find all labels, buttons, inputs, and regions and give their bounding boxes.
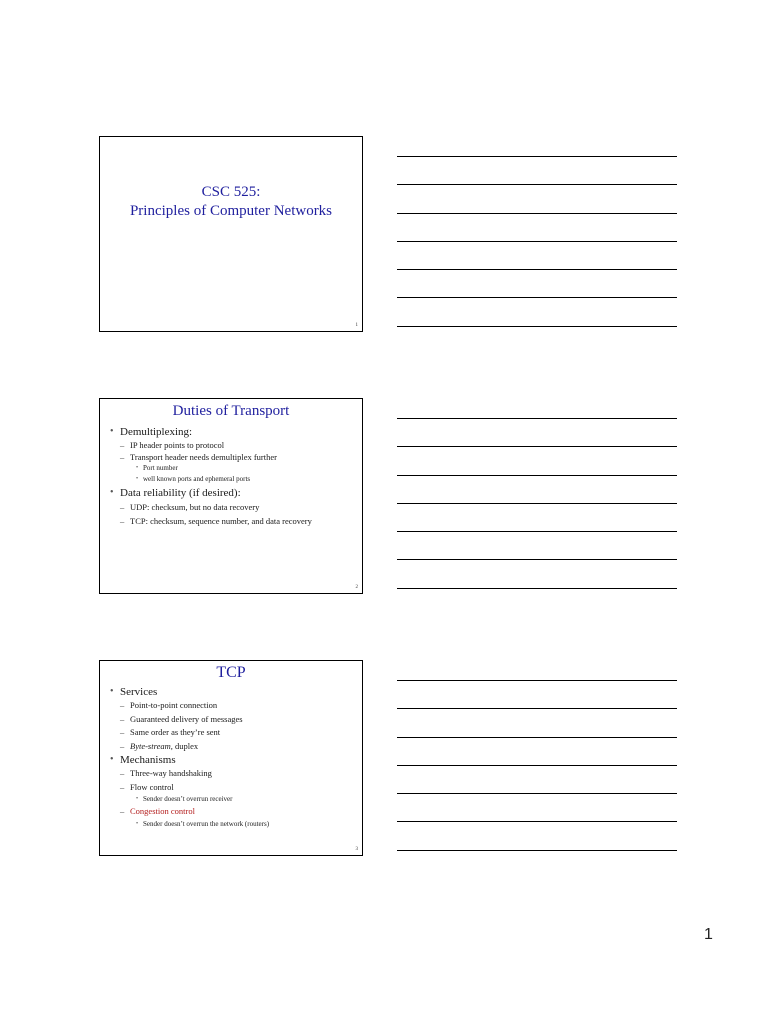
page-number: 1 xyxy=(704,926,713,943)
slide-1-title-line-2: Principles of Computer Networks xyxy=(129,203,333,219)
note-line xyxy=(397,821,677,822)
slide-1 xyxy=(99,136,363,332)
bullet-item: • Demultiplexing: xyxy=(108,425,356,439)
slide-3-number: 3 xyxy=(355,847,358,852)
sub-bullet-item: – Guaranteed delivery of messages xyxy=(108,713,356,727)
sub-bullet-item: – UDP: checksum, but no data recovery xyxy=(108,501,356,513)
slide-2-number: 2 xyxy=(355,585,358,590)
sub-bullet-item: – Same order as they’re sent xyxy=(108,726,356,740)
note-line xyxy=(397,269,677,270)
slide-1-title-line-1: CSC 525: xyxy=(201,184,261,200)
plain-text: , duplex xyxy=(170,740,199,751)
note-line xyxy=(397,213,677,214)
note-line xyxy=(397,326,677,327)
note-line xyxy=(397,156,677,157)
note-line xyxy=(397,184,677,185)
bullet-item: • Services xyxy=(108,685,356,699)
note-line xyxy=(397,765,677,766)
note-line xyxy=(397,850,677,851)
slide-1-number: 1 xyxy=(355,323,358,328)
note-line xyxy=(397,737,677,738)
sub-bullet-item: – TCP: checksum, sequence number, and data recovery xyxy=(108,515,356,528)
slide-3-content xyxy=(100,685,362,830)
slide-3 xyxy=(99,660,363,856)
note-line xyxy=(397,241,677,242)
note-line xyxy=(397,503,677,504)
note-line xyxy=(397,793,677,794)
sub-sub-bullet-item: • Sender doesn’t overrun the network (routers) xyxy=(108,819,356,830)
slide-2-title: Duties of Transport xyxy=(172,403,290,419)
bullet-item: • Data reliability (if desired): xyxy=(108,486,356,500)
sub-bullet-item: – Transport header needs demultiplex further xyxy=(108,451,356,463)
note-line xyxy=(397,680,677,681)
sub-bullet-item: – Point-to-point connection xyxy=(108,699,356,713)
note-line xyxy=(397,531,677,532)
sub-bullet-item: – Flow control xyxy=(108,781,356,795)
note-line xyxy=(397,297,677,298)
sub-sub-bullet-item: • Sender doesn’t overrun receiver xyxy=(108,794,356,805)
bullet-item: • Mechanisms xyxy=(108,753,356,767)
slide-2 xyxy=(99,398,363,594)
slide-2-content xyxy=(100,425,362,528)
sub-bullet-item-highlight: – Congestion control xyxy=(108,805,356,819)
note-line xyxy=(397,418,677,419)
note-line xyxy=(397,475,677,476)
note-line xyxy=(397,708,677,709)
note-line xyxy=(397,446,677,447)
sub-bullet-item: – IP header points to protocol xyxy=(108,439,356,451)
sub-bullet-item xyxy=(108,740,356,754)
sub-sub-bullet-item: • well known ports and ephemeral ports xyxy=(108,474,356,485)
slide-1-title xyxy=(100,183,362,221)
italic-text: Byte-stream xyxy=(130,740,171,751)
sub-bullet-item: – Three-way handshaking xyxy=(108,767,356,781)
sub-sub-bullet-item: • Port number xyxy=(108,463,356,474)
note-line xyxy=(397,588,677,589)
slide-3-title: TCP xyxy=(216,664,246,681)
note-line xyxy=(397,559,677,560)
